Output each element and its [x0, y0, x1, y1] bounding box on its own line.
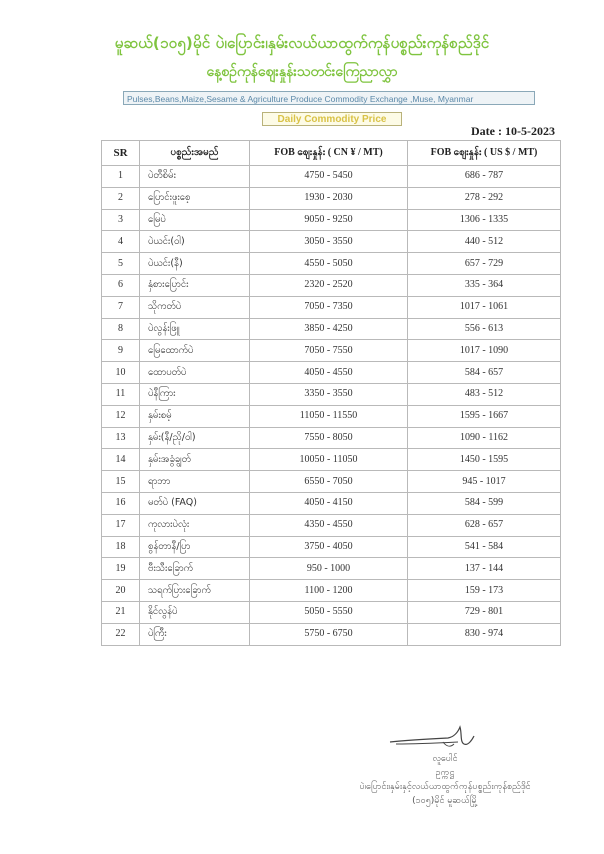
- table-row: [102, 274, 561, 296]
- cell-item-name: စွန်တာနီ/ပြာ: [140, 536, 250, 558]
- table-header-row: [102, 141, 561, 166]
- cell-item-name: ပဲယင်း(ဝါ): [140, 231, 250, 253]
- table-row: [102, 427, 561, 449]
- cell-sr: 19: [102, 558, 140, 580]
- cell-fob-cny: 4750 - 5450: [250, 166, 408, 188]
- cell-fob-cny: 7550 - 8050: [250, 427, 408, 449]
- signer-name: လူပေါင်: [432, 754, 458, 764]
- cell-item-name: နှံစားပြောင်း: [140, 274, 250, 296]
- cell-sr: 12: [102, 405, 140, 427]
- cell-sr: 4: [102, 231, 140, 253]
- cell-fob-cny: 3850 - 4250: [250, 318, 408, 340]
- table-row: [102, 580, 561, 602]
- cell-sr: 20: [102, 580, 140, 602]
- cell-fob-cny: 4050 - 4150: [250, 492, 408, 514]
- cell-fob-cny: 11050 - 11550: [250, 405, 408, 427]
- cell-fob-usd: 729 - 801: [408, 601, 561, 623]
- table-row: [102, 492, 561, 514]
- cell-fob-usd: 335 - 364: [408, 274, 561, 296]
- header-fob-cny: FOB ဈေးနှုန်း ( CN ¥ / MT): [250, 141, 408, 166]
- cell-sr: 1: [102, 166, 140, 188]
- table-row: [102, 362, 561, 384]
- cell-fob-cny: 10050 - 11050: [250, 449, 408, 471]
- cell-sr: 5: [102, 253, 140, 275]
- header-fob-usd: FOB ဈေးနှုန်း ( US $ / MT): [408, 141, 561, 166]
- cell-sr: 21: [102, 601, 140, 623]
- table-row: [102, 601, 561, 623]
- header-item-name: ပစ္စည်းအမည်: [140, 141, 250, 166]
- cell-fob-cny: 5050 - 5550: [250, 601, 408, 623]
- cell-sr: 17: [102, 514, 140, 536]
- cell-item-name: ထောပတ်ပဲ: [140, 362, 250, 384]
- cell-item-name: နှမ်းစမ့်: [140, 405, 250, 427]
- cell-fob-cny: 3750 - 4050: [250, 536, 408, 558]
- table-row: [102, 318, 561, 340]
- table-row: [102, 383, 561, 405]
- cell-fob-usd: 628 - 657: [408, 514, 561, 536]
- cell-fob-usd: 440 - 512: [408, 231, 561, 253]
- organization-location: (၁၀၅)မိုင် မူဆယ်မြို့: [412, 796, 478, 806]
- cell-fob-cny: 7050 - 7350: [250, 296, 408, 318]
- cell-item-name: ရာဘာ: [140, 471, 250, 493]
- cell-fob-cny: 4050 - 4550: [250, 362, 408, 384]
- cell-sr: 16: [102, 492, 140, 514]
- cell-fob-cny: 3350 - 3550: [250, 383, 408, 405]
- date-label: Date : 10-5-2023: [471, 124, 555, 138]
- signature-mark: [388, 722, 478, 752]
- signature-block: [330, 752, 560, 808]
- cell-item-name: ပြောင်းဖူးစေ့: [140, 187, 250, 209]
- cell-fob-usd: 556 - 613: [408, 318, 561, 340]
- cell-sr: 11: [102, 383, 140, 405]
- cell-fob-cny: 6550 - 7050: [250, 471, 408, 493]
- title-line-2: နေ့စဉ်ကုန်ဈေးနှုန်းသတင်းကြေညာလွှာ: [206, 64, 398, 80]
- cell-fob-cny: 1100 - 1200: [250, 580, 408, 602]
- cell-fob-cny: 1930 - 2030: [250, 187, 408, 209]
- cell-fob-usd: 541 - 584: [408, 536, 561, 558]
- cell-fob-cny: 2320 - 2520: [250, 274, 408, 296]
- cell-item-name: နှမ်း(နီ/ညို/ဝါ): [140, 427, 250, 449]
- table-row: [102, 231, 561, 253]
- cell-item-name: နိုင်လွန်ပဲ: [140, 601, 250, 623]
- cell-sr: 3: [102, 209, 140, 231]
- cell-fob-usd: 1595 - 1667: [408, 405, 561, 427]
- cell-fob-cny: 4350 - 4550: [250, 514, 408, 536]
- table-row: [102, 166, 561, 188]
- cell-sr: 6: [102, 274, 140, 296]
- cell-item-name: ဗီးသီးခြောက်: [140, 558, 250, 580]
- cell-fob-cny: 4550 - 5050: [250, 253, 408, 275]
- cell-fob-usd: 945 - 1017: [408, 471, 561, 493]
- cell-fob-cny: 7050 - 7550: [250, 340, 408, 362]
- cell-item-name: မြေပဲ: [140, 209, 250, 231]
- cell-item-name: မတ်ပဲ (FAQ): [140, 492, 250, 514]
- cell-fob-cny: 9050 - 9250: [250, 209, 408, 231]
- cell-fob-usd: 686 - 787: [408, 166, 561, 188]
- organization-name: ပဲ၊ပြောင်း၊နှမ်းနှင့်လယ်ယာထွက်ကုန်ပစ္စည်းကုန်စည်ဒိုင်: [359, 782, 531, 792]
- cell-sr: 9: [102, 340, 140, 362]
- cell-fob-usd: 137 - 144: [408, 558, 561, 580]
- cell-sr: 22: [102, 623, 140, 645]
- cell-fob-usd: 159 - 173: [408, 580, 561, 602]
- table-row: [102, 558, 561, 580]
- cell-sr: 13: [102, 427, 140, 449]
- price-table: [101, 140, 561, 646]
- cell-fob-usd: 278 - 292: [408, 187, 561, 209]
- cell-item-name: ပဲကြီး: [140, 623, 250, 645]
- cell-item-name: ပဲယင်း(နီ): [140, 253, 250, 275]
- title-line-1: မူဆယ်(၁၀၅)မိုင် ပဲ၊ပြောင်း၊နှမ်းလယ်ယာထွက်ကုန်ပစ္စည်းကုန်စည်ဒိုင်: [114, 34, 490, 52]
- daily-commodity-price-label: Daily Commodity Price: [262, 112, 402, 126]
- cell-fob-usd: 584 - 599: [408, 492, 561, 514]
- signer-title: ဥက္ကဋ္ဌ: [435, 768, 455, 778]
- table-row: [102, 253, 561, 275]
- cell-fob-usd: 830 - 974: [408, 623, 561, 645]
- table-row: [102, 187, 561, 209]
- table-row: [102, 449, 561, 471]
- cell-item-name: ပဲလွန်းဖြူ: [140, 318, 250, 340]
- cell-fob-usd: 483 - 512: [408, 383, 561, 405]
- header-sr: SR: [102, 141, 140, 166]
- cell-fob-cny: 5750 - 6750: [250, 623, 408, 645]
- cell-fob-usd: 657 - 729: [408, 253, 561, 275]
- table-row: [102, 405, 561, 427]
- cell-sr: 2: [102, 187, 140, 209]
- cell-fob-usd: 1017 - 1061: [408, 296, 561, 318]
- cell-item-name: ပဲနီကြား: [140, 383, 250, 405]
- cell-sr: 18: [102, 536, 140, 558]
- english-banner: Pulses,Beans,Maize,Sesame & Agriculture Produce Commodity Exchange ,Muse, Myanmar: [123, 91, 535, 105]
- table-row: [102, 514, 561, 536]
- table-row: [102, 340, 561, 362]
- cell-fob-usd: 1017 - 1090: [408, 340, 561, 362]
- cell-item-name: သရက်ပြားခြောက်: [140, 580, 250, 602]
- cell-sr: 7: [102, 296, 140, 318]
- cell-fob-usd: 1450 - 1595: [408, 449, 561, 471]
- cell-sr: 10: [102, 362, 140, 384]
- cell-sr: 8: [102, 318, 140, 340]
- table-row: [102, 623, 561, 645]
- cell-sr: 15: [102, 471, 140, 493]
- cell-fob-usd: 584 - 657: [408, 362, 561, 384]
- cell-fob-cny: 950 - 1000: [250, 558, 408, 580]
- table-row: [102, 536, 561, 558]
- table-row: [102, 296, 561, 318]
- table-row: [102, 209, 561, 231]
- cell-item-name: မြေထောက်ပဲ: [140, 340, 250, 362]
- cell-item-name: နှမ်းအခွံချွတ်: [140, 449, 250, 471]
- cell-fob-cny: 3050 - 3550: [250, 231, 408, 253]
- cell-item-name: ကုလားပဲလုံး: [140, 514, 250, 536]
- cell-item-name: သိုကတ်ပဲ: [140, 296, 250, 318]
- cell-fob-usd: 1090 - 1162: [408, 427, 561, 449]
- cell-item-name: ပဲတီစိမ်း: [140, 166, 250, 188]
- table-row: [102, 471, 561, 493]
- cell-fob-usd: 1306 - 1335: [408, 209, 561, 231]
- cell-sr: 14: [102, 449, 140, 471]
